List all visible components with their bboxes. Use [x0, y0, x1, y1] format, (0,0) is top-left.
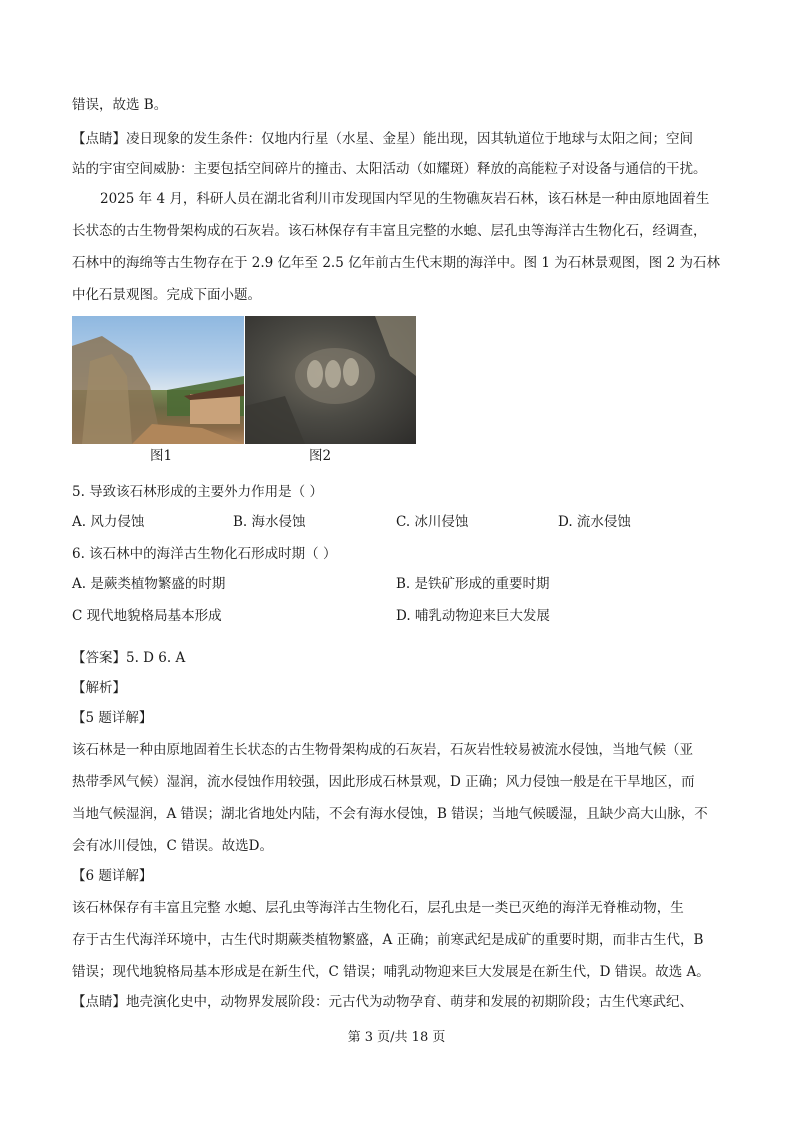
text-line: 当地气候湿润，A 错误；湖北省地处内陆，不会有海水侵蚀，B 错误；当地气候暖湿，且缺少高大山脉，不 [72, 806, 708, 822]
answer-line: 【答案】5. D 6. A [72, 650, 186, 666]
text-line: 该石林是一种由原地固着生长状态的古生物骨架构成的石灰岩，石灰岩性较易被流水侵蚀，当地气候（亚 [72, 742, 693, 758]
q5-option-d: D. 流水侵蚀 [558, 514, 631, 530]
text-line: 会有冰川侵蚀，C 错误。故选D。 [72, 838, 273, 854]
question-5-stem: 5. 导致该石林形成的主要外力作用是（ ） [72, 484, 323, 500]
q6-option-b: B. 是铁矿形成的重要时期 [396, 576, 550, 592]
text-line: 中化石景观图。完成下面小题。 [72, 287, 261, 303]
text-line: 该石林保存有丰富且完整 水螅、层孔虫等海洋古生物化石，层孔虫是一类已灭绝的海洋无脊椎动物，生 [72, 900, 684, 916]
text-line: 【点睛】凌日现象的发生条件：仅地内行星（水星、金星）能出现，因其轨道位于地球与太阳之间；空间 [72, 131, 693, 147]
text-line: 存于古生代海洋环境中，古生代时期蕨类植物繁盛，A 正确；前寒武纪是成矿的重要时期，而非古生代，B [72, 932, 704, 948]
text-line: 长状态的古生物骨架构成的石灰岩。该石林保存有丰富且完整的水螅、层孔虫等海洋古生物化石，经调查， [72, 223, 707, 239]
figure-caption: 图2 [309, 448, 332, 464]
text-line: 站的宇宙空间威胁：主要包括空间碎片的撞击、太阳活动（如耀斑）释放的高能粒子对设备与通信的干扰。 [72, 161, 707, 177]
q5-option-a: A. 风力侵蚀 [72, 514, 145, 530]
q5-option-c: C. 冰川侵蚀 [396, 514, 469, 530]
fossil-photo [245, 316, 416, 444]
question-6-stem: 6. 该石林中的海洋古生物化石形成时期（ ） [72, 546, 337, 562]
text-line: 错误；现代地貌格局基本形成是在新生代，C 错误；哺乳动物迎来巨大发展是在新生代，D 错误。故选 A。 [72, 964, 710, 980]
q5-option-b: B. 海水侵蚀 [233, 514, 306, 530]
figure-group [72, 316, 416, 466]
stone-forest-illustration [72, 316, 244, 444]
fossil-illustration [245, 316, 416, 444]
detail-6-label: 【6 题详解】 [72, 868, 153, 884]
detail-5-label: 【5 题详解】 [72, 710, 153, 726]
page-footer: 第 3 页/共 18 页 [347, 1030, 446, 1045]
analysis-label: 【解析】 [72, 680, 126, 696]
q6-option-a: A. 是蕨类植物繁盛的时期 [72, 576, 226, 592]
q6-option-d: D. 哺乳动物迎来巨大发展 [396, 608, 550, 624]
text-line: 2025 年 4 月，科研人员在湖北省利川市发现国内罕见的生物礁灰岩石林，该石林是一种由原地固着生 [100, 191, 710, 207]
q6-option-c: C 现代地貌格局基本形成 [72, 608, 222, 624]
text-line: 错误，故选 B。 [72, 97, 168, 113]
text-line: 【点睛】地壳演化史中，动物界发展阶段：元古代为动物孕育、萌芽和发展的初期阶段；古生代寒武纪、 [72, 994, 693, 1010]
text-line: 热带季风气候）湿润，流水侵蚀作用较强，因此形成石林景观，D 正确；风力侵蚀一般是在干旱地区，而 [72, 774, 695, 790]
figure-caption: 图1 [150, 448, 173, 464]
text-line: 石林中的海绵等古生物存在于 2.9 亿年至 2.5 亿年前古生代末期的海洋中。图 1 为石林景观图，图 2 为石林 [72, 255, 720, 271]
stone-forest-photo [72, 316, 244, 444]
